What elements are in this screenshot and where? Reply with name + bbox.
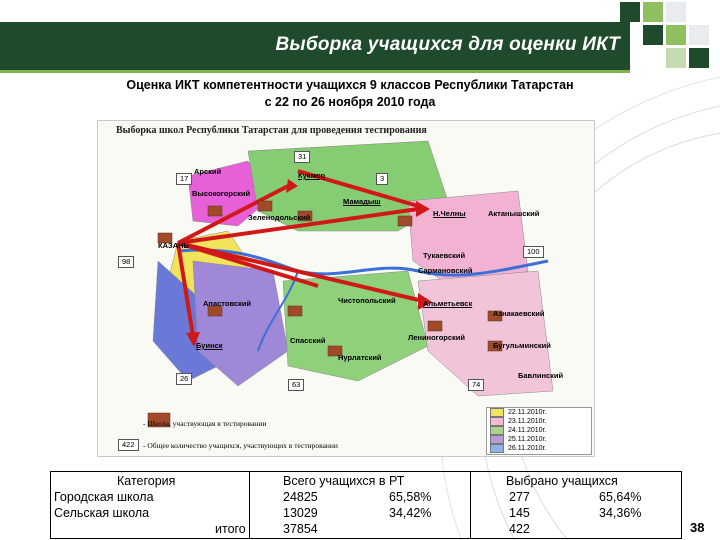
- city-label: Актанышский: [488, 209, 540, 218]
- city-label: Зеленодольский: [248, 213, 311, 222]
- subtitle-line-1: Оценка ИКТ компетентности учащихся 9 классов Республики Татарстан: [126, 78, 574, 92]
- tatarstan-map: [97, 120, 595, 457]
- date-swatch: [490, 417, 504, 426]
- date-legend-row: [487, 444, 591, 453]
- city-label: Лениногорский: [408, 333, 466, 342]
- date-swatch: [490, 426, 504, 435]
- count-box: 100: [523, 246, 544, 258]
- city-label: Кукмор: [298, 171, 326, 180]
- total-value: 37854: [283, 522, 318, 536]
- map-title: Выборка школ Республики Татарстан для проведения тестирования: [116, 125, 427, 136]
- page-number: 38: [690, 520, 705, 535]
- header-selected: Выбрано учащихся: [506, 474, 618, 488]
- decor-square: [620, 2, 640, 22]
- count-box: 31: [294, 151, 310, 163]
- date-swatch: [490, 435, 504, 444]
- city-label: Бавлинский: [518, 371, 564, 380]
- decor-square: [689, 48, 709, 68]
- decor-square: [666, 2, 686, 22]
- date-swatch: [490, 444, 504, 453]
- header-category: Категория: [117, 474, 176, 488]
- table-divider: [249, 472, 250, 538]
- city-label: Тукаевский: [423, 251, 466, 260]
- city-label: КАЗАНЬ: [158, 241, 189, 250]
- date-label: 23.11.2010г.: [508, 418, 547, 425]
- city-label: Н.Челны: [433, 209, 466, 218]
- city-label: Сармановский: [418, 266, 473, 275]
- city-label: Арский: [194, 167, 222, 176]
- subtitle-line-2: с 22 по 26 ноября 2010 года: [264, 95, 436, 109]
- city-label: Апастовский: [203, 299, 252, 308]
- row-selected-pct: 34,36%: [599, 506, 642, 520]
- title-bar: [0, 22, 630, 73]
- decor-square: [689, 25, 709, 45]
- date-legend-row: [487, 408, 591, 417]
- total-label: итого: [215, 522, 246, 536]
- date-legend-row: [487, 426, 591, 435]
- decor-square: [643, 25, 663, 45]
- decorative-squares: [620, 0, 720, 80]
- legend-total-note: - Общее количество учащихся, участвующих в тестировании: [143, 441, 338, 450]
- city-label: Бугульминский: [493, 341, 551, 350]
- map-regions: [98, 121, 594, 456]
- date-label: 26.11.2010г.: [508, 445, 547, 452]
- city-label: Мамадыш: [343, 197, 381, 206]
- date-legend-row: [487, 417, 591, 426]
- row-total: 24825: [283, 490, 318, 504]
- city-label: Высокогорский: [192, 189, 251, 198]
- date-label: 22.11.2010г.: [508, 409, 547, 416]
- row-selected-pct: 65,64%: [599, 490, 642, 504]
- date-label: 25.11.2010г.: [508, 436, 547, 443]
- row-category: Городская школа: [54, 490, 154, 504]
- count-box: 26: [176, 373, 192, 385]
- legend-school-note: - Школа, участвующая в тестировании: [143, 419, 267, 428]
- region-green-south: [283, 271, 428, 381]
- count-box: 63: [288, 379, 304, 391]
- slide-title: Выборка учащихся для оценки ИКТ: [275, 34, 620, 55]
- date-swatch: [490, 408, 504, 417]
- decor-square: [666, 48, 686, 68]
- date-legend: [486, 407, 592, 455]
- city-label: Чистопольский: [338, 296, 396, 305]
- city-label: Азнакаевский: [493, 309, 545, 318]
- row-total-pct: 65,58%: [389, 490, 432, 504]
- total-selected: 422: [509, 522, 530, 536]
- city-label: Альметьевск: [423, 299, 473, 308]
- row-selected: 145: [509, 506, 530, 520]
- count-box: 17: [176, 173, 192, 185]
- table-divider: [470, 472, 471, 538]
- date-label: 24.11.2010г.: [508, 427, 547, 434]
- decor-square: [643, 2, 663, 22]
- city-label: Спасский: [290, 336, 326, 345]
- statistics-table: [50, 471, 682, 539]
- count-box: 422: [118, 439, 139, 451]
- row-total-pct: 34,42%: [389, 506, 432, 520]
- count-box: 74: [468, 379, 484, 391]
- row-total: 13029: [283, 506, 318, 520]
- city-label: Буинск: [196, 341, 223, 350]
- date-legend-row: [487, 435, 591, 444]
- count-box: 3: [376, 173, 388, 185]
- row-category: Сельская школа: [54, 506, 150, 520]
- city-label: Нурлатский: [338, 353, 382, 362]
- count-box: 98: [118, 256, 134, 268]
- slide-subtitle: [80, 77, 620, 111]
- row-selected: 277: [509, 490, 530, 504]
- header-total: Всего учащихся в РТ: [283, 474, 405, 488]
- decor-square: [666, 25, 686, 45]
